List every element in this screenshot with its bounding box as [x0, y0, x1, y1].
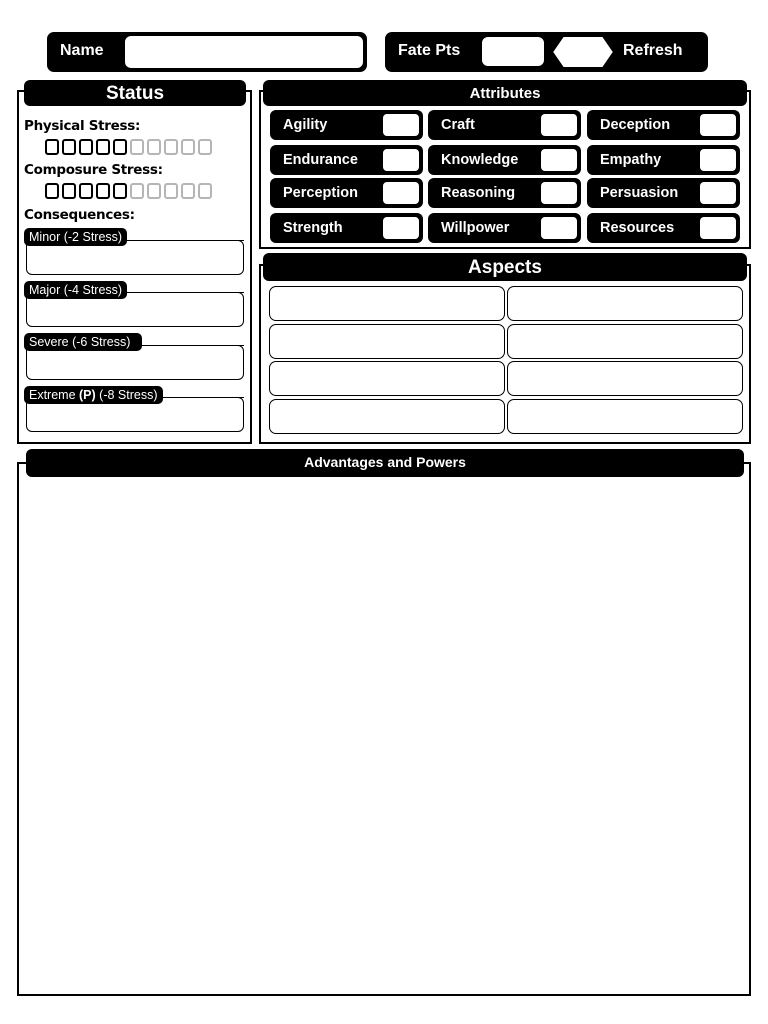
attribute-persuasion[interactable] — [587, 178, 740, 208]
stress-box-inactive[interactable] — [130, 183, 144, 199]
attribute-label: Knowledge — [441, 152, 519, 168]
attribute-label: Reasoning — [441, 185, 516, 201]
attribute-strength[interactable] — [270, 213, 423, 243]
aspect-field[interactable] — [507, 399, 743, 434]
aspects-title: Aspects — [468, 257, 542, 278]
stress-box-inactive[interactable] — [147, 183, 161, 199]
attribute-value-field[interactable] — [540, 216, 578, 240]
fate-points-field[interactable] — [480, 35, 546, 68]
consequence-minor-label: Minor (-2 Stress) — [29, 230, 123, 244]
consequence-major-line — [130, 292, 244, 293]
consequence-major-label: Major (-4 Stress) — [29, 283, 123, 297]
stress-box-inactive[interactable] — [130, 139, 144, 155]
aspect-field[interactable] — [269, 324, 505, 359]
attribute-label: Resources — [600, 220, 675, 236]
attribute-value-field[interactable] — [540, 181, 578, 205]
name-bar — [47, 32, 367, 72]
refresh-hexagon-field[interactable] — [551, 35, 615, 69]
attribute-value-field[interactable] — [699, 113, 737, 137]
advantages-title-bar — [26, 449, 744, 477]
aspect-field[interactable] — [269, 361, 505, 396]
status-title: Status — [105, 83, 165, 104]
attribute-resources[interactable] — [587, 213, 740, 243]
attribute-value-field[interactable] — [382, 113, 420, 137]
physical-stress-label: Physical Stress: — [24, 118, 141, 134]
consequence-extreme-label-prefix: Extreme — [29, 388, 80, 402]
stress-box[interactable] — [113, 183, 127, 199]
attribute-agility[interactable] — [270, 110, 423, 140]
stress-box[interactable] — [96, 139, 110, 155]
consequence-extreme-label-bold: (P) — [79, 388, 96, 402]
name-label: Name — [60, 42, 104, 59]
consequence-severe-line — [148, 345, 244, 346]
stress-box[interactable] — [96, 183, 110, 199]
attribute-label: Persuasion — [600, 185, 679, 201]
attribute-craft[interactable] — [428, 110, 581, 140]
stress-box-inactive[interactable] — [181, 183, 195, 199]
stress-box[interactable] — [79, 139, 93, 155]
refresh-label: Refresh — [623, 42, 683, 59]
attribute-value-field[interactable] — [540, 113, 578, 137]
stress-box-inactive[interactable] — [181, 139, 195, 155]
aspect-field[interactable] — [507, 324, 743, 359]
attribute-label: Deception — [600, 117, 671, 133]
aspect-field[interactable] — [269, 399, 505, 434]
composure-stress-track — [45, 183, 215, 199]
attribute-value-field[interactable] — [699, 216, 737, 240]
stress-box-inactive[interactable] — [164, 183, 178, 199]
attributes-title-bar — [263, 80, 747, 106]
stress-box-inactive[interactable] — [198, 139, 212, 155]
attribute-label: Strength — [283, 220, 343, 236]
aspect-field[interactable] — [269, 286, 505, 321]
consequence-severe-tag — [24, 333, 142, 351]
stress-box[interactable] — [45, 183, 59, 199]
attribute-value-field[interactable] — [699, 181, 737, 205]
attribute-willpower[interactable] — [428, 213, 581, 243]
advantages-title: Advantages and Powers — [304, 454, 466, 470]
attribute-label: Agility — [283, 117, 328, 133]
fate-points-label: Fate Pts — [398, 42, 461, 59]
composure-stress-label: Composure Stress: — [24, 162, 163, 178]
attribute-value-field[interactable] — [382, 181, 420, 205]
attribute-perception[interactable] — [270, 178, 423, 208]
consequence-extreme-label-suffix: (-8 Stress) — [95, 388, 158, 402]
attribute-empathy[interactable] — [587, 145, 740, 175]
attributes-title: Attributes — [469, 85, 541, 102]
consequence-extreme-tag — [24, 386, 163, 404]
attribute-value-field[interactable] — [382, 216, 420, 240]
name-field[interactable] — [123, 34, 365, 70]
attribute-knowledge[interactable] — [428, 145, 581, 175]
physical-stress-track — [45, 139, 215, 155]
attribute-label: Willpower — [441, 220, 510, 236]
consequence-severe-label: Severe (-6 Stress) — [29, 335, 131, 349]
stress-box-inactive[interactable] — [164, 139, 178, 155]
attribute-endurance[interactable] — [270, 145, 423, 175]
fate-refresh-bar — [385, 32, 708, 72]
attribute-reasoning[interactable] — [428, 178, 581, 208]
stress-box-inactive[interactable] — [198, 183, 212, 199]
consequence-minor-line — [130, 240, 244, 241]
consequence-minor-tag — [24, 228, 127, 246]
aspect-field[interactable] — [507, 361, 743, 396]
attribute-label: Perception — [283, 185, 358, 201]
attribute-label: Empathy — [600, 152, 662, 168]
attribute-deception[interactable] — [587, 110, 740, 140]
advantages-panel[interactable] — [17, 462, 751, 996]
consequence-major-tag — [24, 281, 127, 299]
stress-box[interactable] — [62, 139, 76, 155]
stress-box[interactable] — [62, 183, 76, 199]
attribute-value-field[interactable] — [540, 148, 578, 172]
stress-box[interactable] — [79, 183, 93, 199]
stress-box[interactable] — [45, 139, 59, 155]
aspects-title-bar — [263, 253, 747, 281]
status-title-bar — [24, 80, 246, 106]
attribute-label: Endurance — [283, 152, 358, 168]
consequence-extreme-line — [170, 397, 244, 398]
attribute-label: Craft — [441, 117, 475, 133]
stress-box-inactive[interactable] — [147, 139, 161, 155]
aspect-field[interactable] — [507, 286, 743, 321]
attribute-value-field[interactable] — [699, 148, 737, 172]
stress-box[interactable] — [113, 139, 127, 155]
consequences-label: Consequences: — [24, 207, 135, 223]
attribute-value-field[interactable] — [382, 148, 420, 172]
